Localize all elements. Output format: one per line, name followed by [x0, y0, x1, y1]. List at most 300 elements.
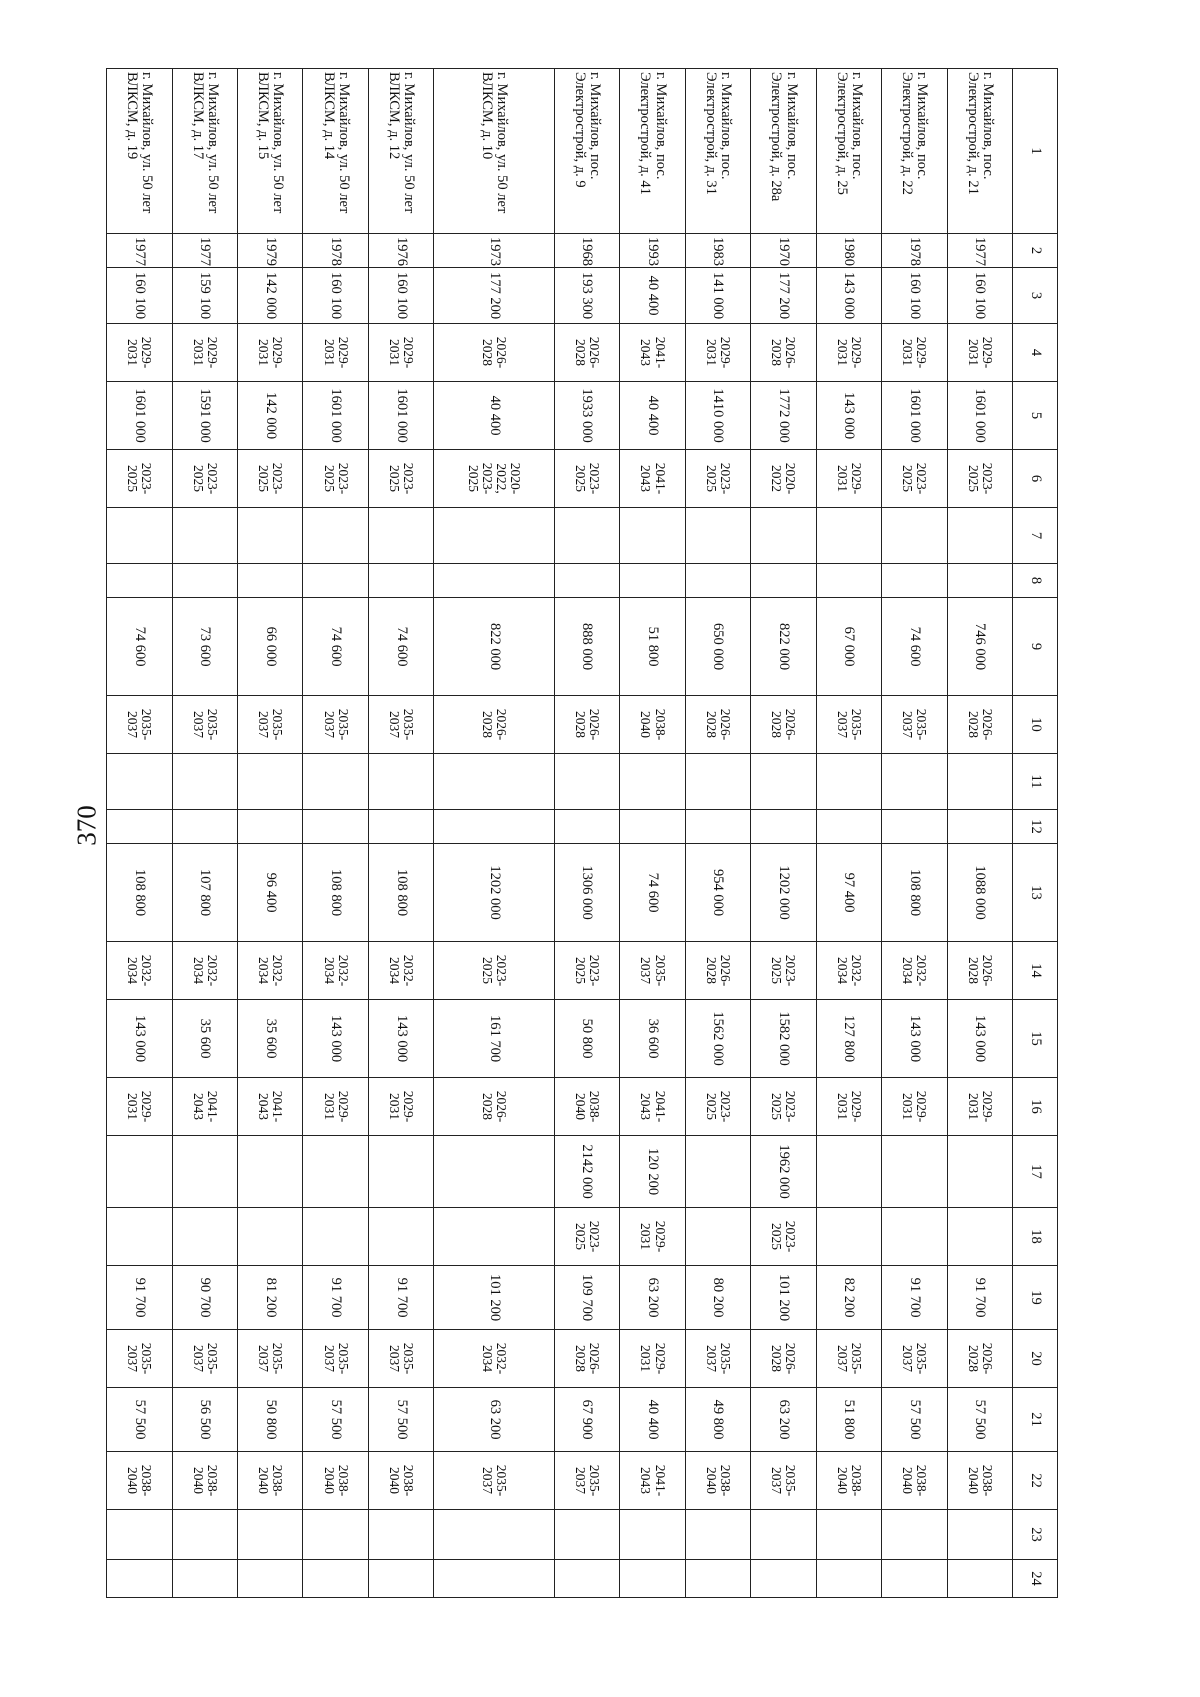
table-cell	[303, 1560, 368, 1598]
table-cell	[107, 1136, 173, 1208]
table-cell: 822 000	[434, 598, 554, 696]
table-cell	[620, 810, 685, 844]
table-cell: 67 000	[816, 598, 881, 696]
address-cell: г. Михайлов, пос. Электрострой, д. 41	[620, 69, 685, 234]
table-cell: 1977	[947, 234, 1012, 268]
table-cell: 1410 000	[685, 382, 750, 450]
table-cell: 1993	[620, 234, 685, 268]
table-cell	[751, 564, 816, 598]
table-row	[882, 69, 947, 1598]
table-row	[172, 69, 237, 1598]
table-cell: 2038-2040	[685, 1452, 750, 1510]
table-cell: 2026-2028	[751, 696, 816, 754]
table-cell	[107, 564, 173, 598]
table-cell: 2032-2034	[172, 942, 237, 1000]
table-row	[947, 69, 1012, 1598]
table-cell: 193 300	[554, 268, 619, 324]
table-row	[434, 69, 554, 1598]
column-header: 14	[1013, 942, 1058, 1000]
table-cell	[238, 1208, 303, 1266]
table-cell	[434, 1560, 554, 1598]
table-cell: 2038-2040	[947, 1452, 1012, 1510]
table-cell	[947, 1208, 1012, 1266]
table-cell: 160 100	[947, 268, 1012, 324]
table-cell	[434, 810, 554, 844]
table-body	[107, 69, 1013, 1598]
table-cell: 1976	[368, 234, 433, 268]
table-cell: 2038-2040	[882, 1452, 947, 1510]
table-cell: 91 700	[303, 1266, 368, 1330]
table-cell: 1582 000	[751, 1000, 816, 1078]
table-cell: 90 700	[172, 1266, 237, 1330]
table-cell: 2038-2040	[620, 696, 685, 754]
table-cell	[107, 1208, 173, 1266]
table-cell	[751, 508, 816, 564]
table-cell: 2026-2028	[685, 696, 750, 754]
table-cell: 2035-2037	[172, 696, 237, 754]
table-cell: 2020-2022, 2023-2025	[434, 450, 554, 508]
table-cell: 2026-2028	[947, 696, 1012, 754]
column-header: 23	[1013, 1510, 1058, 1560]
table-cell	[303, 810, 368, 844]
table-cell: 2029-2031	[303, 324, 368, 382]
address-cell: г. Михайлов, ул. 50 лет ВЛКСМ, д. 15	[238, 69, 303, 234]
table-cell	[882, 564, 947, 598]
table-cell	[238, 1136, 303, 1208]
table-cell: 80 200	[685, 1266, 750, 1330]
table-cell: 1933 000	[554, 382, 619, 450]
table-cell: 1601 000	[882, 382, 947, 450]
table-cell: 50 800	[238, 1388, 303, 1452]
table-cell: 2029-2031	[947, 1078, 1012, 1136]
table-cell	[434, 1510, 554, 1560]
table-cell	[816, 810, 881, 844]
table-cell: 141 000	[685, 268, 750, 324]
table-cell	[434, 754, 554, 810]
table-cell	[172, 1510, 237, 1560]
table-cell	[947, 810, 1012, 844]
table-cell: 2029-2031	[685, 324, 750, 382]
table-cell: 2026-2028	[434, 324, 554, 382]
table-cell: 2023-2025	[554, 450, 619, 508]
table-cell	[303, 564, 368, 598]
table-cell: 109 700	[554, 1266, 619, 1330]
table-cell: 2035-2037	[685, 1330, 750, 1388]
table-cell: 1980	[816, 234, 881, 268]
table-cell: 1601 000	[107, 382, 173, 450]
table-cell: 2026-2028	[554, 1330, 619, 1388]
table-cell	[882, 754, 947, 810]
table-cell: 1973	[434, 234, 554, 268]
table-cell: 746 000	[947, 598, 1012, 696]
table-cell: 1306 000	[554, 844, 619, 942]
table-cell	[816, 508, 881, 564]
table-cell	[751, 754, 816, 810]
table-row	[238, 69, 303, 1598]
table-cell: 2029-2031	[882, 1078, 947, 1136]
table-cell: 2026-2028	[554, 324, 619, 382]
table-cell: 2035-2037	[816, 1330, 881, 1388]
table-cell: 2023-2025	[751, 1208, 816, 1266]
table-cell: 1088 000	[947, 844, 1012, 942]
table-cell: 142 000	[238, 268, 303, 324]
column-header: 22	[1013, 1452, 1058, 1510]
table-row	[620, 69, 685, 1598]
table-cell	[620, 1510, 685, 1560]
table-cell: 2026-2028	[751, 324, 816, 382]
table-cell	[947, 1560, 1012, 1598]
table-cell: 2023-2025	[947, 450, 1012, 508]
table-cell	[620, 754, 685, 810]
table-cell: 1970	[751, 234, 816, 268]
table-cell: 120 200	[620, 1136, 685, 1208]
table-cell: 1962 000	[751, 1136, 816, 1208]
table-cell: 2023-2025	[303, 450, 368, 508]
table-cell: 2023-2025	[107, 450, 173, 508]
table-cell	[947, 564, 1012, 598]
table-cell: 2041-2043	[620, 450, 685, 508]
table-cell: 1977	[107, 234, 173, 268]
table-cell: 57 500	[368, 1388, 433, 1452]
table-cell: 2023-2025	[172, 450, 237, 508]
column-header: 9	[1013, 598, 1058, 696]
table-cell: 2020-2022	[751, 450, 816, 508]
table-cell: 2035-2037	[238, 1330, 303, 1388]
table-cell	[303, 1510, 368, 1560]
table-cell: 101 200	[751, 1266, 816, 1330]
table-cell	[434, 564, 554, 598]
address-cell: г. Михайлов, пос. Электрострой, д. 31	[685, 69, 750, 234]
table-cell: 1983	[685, 234, 750, 268]
table-cell: 2023-2025	[554, 1208, 619, 1266]
table-cell: 2023-2025	[434, 942, 554, 1000]
table-cell	[368, 810, 433, 844]
table-cell: 177 200	[434, 268, 554, 324]
table-cell: 160 100	[882, 268, 947, 324]
table-cell: 2029-2031	[947, 324, 1012, 382]
address-cell: г. Михайлов, ул. 50 лет ВЛКСМ, д. 10	[434, 69, 554, 234]
column-header: 5	[1013, 382, 1058, 450]
table-cell: 1772 000	[751, 382, 816, 450]
table-cell	[434, 1208, 554, 1266]
column-header: 15	[1013, 1000, 1058, 1078]
table-cell: 2026-2028	[947, 1330, 1012, 1388]
table-cell: 49 800	[685, 1388, 750, 1452]
table-cell: 57 500	[107, 1388, 173, 1452]
table-cell	[685, 508, 750, 564]
table-cell	[107, 508, 173, 564]
table-cell: 81 200	[238, 1266, 303, 1330]
table-cell	[751, 810, 816, 844]
table-cell: 2035-2037	[882, 696, 947, 754]
table-cell: 91 700	[368, 1266, 433, 1330]
table-cell: 888 000	[554, 598, 619, 696]
table-cell	[685, 1510, 750, 1560]
table-cell: 97 400	[816, 844, 881, 942]
table-cell	[368, 564, 433, 598]
table-cell	[238, 1510, 303, 1560]
table-cell: 1978	[303, 234, 368, 268]
column-header: 1	[1013, 69, 1058, 234]
table-cell	[238, 754, 303, 810]
table-cell: 2035-2037	[303, 1330, 368, 1388]
table-cell	[238, 508, 303, 564]
table-cell	[685, 564, 750, 598]
table-cell: 2032-2034	[368, 942, 433, 1000]
address-cell: г. Михайлов, ул. 50 лет ВЛКСМ, д. 19	[107, 69, 173, 234]
table-cell: 1202 000	[751, 844, 816, 942]
table-cell: 91 700	[107, 1266, 173, 1330]
table-cell: 40 400	[620, 1388, 685, 1452]
address-cell: г. Михайлов, пос. Электрострой, д. 25	[816, 69, 881, 234]
table-cell: 1968	[554, 234, 619, 268]
table-cell: 159 100	[172, 268, 237, 324]
table-cell: 2029-2031	[107, 324, 173, 382]
table-cell: 2041-2043	[172, 1078, 237, 1136]
table-row	[303, 69, 368, 1598]
table-cell: 2035-2037	[238, 696, 303, 754]
table-cell: 82 200	[816, 1266, 881, 1330]
header-row	[1013, 69, 1058, 1598]
table-cell: 2032-2034	[434, 1330, 554, 1388]
table-cell: 108 800	[303, 844, 368, 942]
table-cell	[172, 564, 237, 598]
table-cell: 2038-2040	[303, 1452, 368, 1510]
table-cell: 2035-2037	[107, 696, 173, 754]
table-cell	[882, 1208, 947, 1266]
table-cell	[368, 1560, 433, 1598]
table-cell: 1562 000	[685, 1000, 750, 1078]
table-cell	[816, 1208, 881, 1266]
table-cell: 2029-2031	[816, 1078, 881, 1136]
table-cell	[172, 1136, 237, 1208]
table-cell	[620, 564, 685, 598]
table-row	[751, 69, 816, 1598]
table-row	[107, 69, 173, 1598]
table-cell	[107, 1560, 173, 1598]
data-table	[106, 68, 1058, 1598]
table-cell: 2029-2031	[303, 1078, 368, 1136]
table-cell: 2038-2040	[816, 1452, 881, 1510]
table-cell	[882, 508, 947, 564]
table-cell	[434, 508, 554, 564]
table-cell: 2035-2037	[882, 1330, 947, 1388]
table-cell	[107, 1510, 173, 1560]
table-cell: 2029-2031	[816, 324, 881, 382]
table-cell: 954 000	[685, 844, 750, 942]
table-cell: 2035-2037	[368, 696, 433, 754]
table-cell	[882, 810, 947, 844]
table-cell: 2029-2031	[620, 1208, 685, 1266]
table-cell: 2032-2034	[816, 942, 881, 1000]
table-cell: 2026-2028	[947, 942, 1012, 1000]
table-cell	[685, 754, 750, 810]
table-cell: 2029-2031	[238, 324, 303, 382]
table-cell: 35 600	[238, 1000, 303, 1078]
table-cell: 127 800	[816, 1000, 881, 1078]
table-cell	[685, 1136, 750, 1208]
table-cell	[368, 508, 433, 564]
table-cell: 2038-2040	[172, 1452, 237, 1510]
table-cell	[947, 508, 1012, 564]
table-cell: 2023-2025	[882, 450, 947, 508]
table-cell	[107, 810, 173, 844]
column-header: 19	[1013, 1266, 1058, 1330]
column-header: 2	[1013, 234, 1058, 268]
table-cell: 74 600	[107, 598, 173, 696]
table-cell: 1601 000	[947, 382, 1012, 450]
table-cell: 2029-2031	[882, 324, 947, 382]
table-cell: 56 500	[172, 1388, 237, 1452]
table-cell: 160 100	[107, 268, 173, 324]
table-cell: 2023-2025	[751, 1078, 816, 1136]
table-cell: 96 400	[238, 844, 303, 942]
column-header: 10	[1013, 696, 1058, 754]
table-cell: 2023-2025	[368, 450, 433, 508]
table-cell	[816, 1510, 881, 1560]
table-cell	[554, 1560, 619, 1598]
table-cell: 2035-2037	[816, 696, 881, 754]
table-row	[816, 69, 881, 1598]
table-cell: 1202 000	[434, 844, 554, 942]
table-cell	[947, 1510, 1012, 1560]
column-header: 7	[1013, 508, 1058, 564]
table-cell: 2023-2025	[554, 942, 619, 1000]
table-cell	[816, 1136, 881, 1208]
table-cell	[554, 564, 619, 598]
table-cell	[816, 564, 881, 598]
column-header: 21	[1013, 1388, 1058, 1452]
table-cell	[368, 754, 433, 810]
table-cell: 74 600	[882, 598, 947, 696]
table-cell: 57 500	[947, 1388, 1012, 1452]
column-header: 6	[1013, 450, 1058, 508]
table-cell	[172, 810, 237, 844]
table-cell: 160 100	[368, 268, 433, 324]
table-cell: 73 600	[172, 598, 237, 696]
table-holder	[106, 68, 1058, 1586]
table-cell	[685, 810, 750, 844]
table-cell: 107 800	[172, 844, 237, 942]
table-cell: 160 100	[303, 268, 368, 324]
table-cell: 2041-2043	[238, 1078, 303, 1136]
table-cell: 108 800	[107, 844, 173, 942]
table-cell: 2038-2040	[107, 1452, 173, 1510]
table-cell: 66 000	[238, 598, 303, 696]
table-cell: 67 900	[554, 1388, 619, 1452]
table-cell	[882, 1560, 947, 1598]
table-cell: 2032-2034	[238, 942, 303, 1000]
table-cell	[238, 810, 303, 844]
column-header: 3	[1013, 268, 1058, 324]
table-cell: 2026-2028	[685, 942, 750, 1000]
table-cell: 108 800	[368, 844, 433, 942]
table-cell	[434, 1136, 554, 1208]
table-cell: 2026-2028	[554, 696, 619, 754]
table-cell: 2029-2031	[172, 324, 237, 382]
table-cell: 143 000	[816, 382, 881, 450]
table-cell: 1591 000	[172, 382, 237, 450]
table-cell: 74 600	[620, 844, 685, 942]
table-cell: 40 400	[434, 382, 554, 450]
address-cell: г. Михайлов, пос. Электрострой, д. 21	[947, 69, 1012, 234]
table-cell: 63 200	[751, 1388, 816, 1452]
table-cell	[751, 1510, 816, 1560]
table-cell: 2029-2031	[107, 1078, 173, 1136]
table-cell	[816, 1560, 881, 1598]
column-header: 13	[1013, 844, 1058, 942]
table-row	[554, 69, 619, 1598]
table-cell: 143 000	[303, 1000, 368, 1078]
table-cell	[368, 1136, 433, 1208]
table-cell	[172, 754, 237, 810]
table-cell	[882, 1510, 947, 1560]
table-cell: 2035-2037	[107, 1330, 173, 1388]
table-cell	[303, 1136, 368, 1208]
table-cell: 2041-2043	[620, 1452, 685, 1510]
table-cell: 2029-2031	[620, 1330, 685, 1388]
table-cell: 143 000	[368, 1000, 433, 1078]
table-cell: 91 700	[882, 1266, 947, 1330]
table-cell: 50 800	[554, 1000, 619, 1078]
table-cell: 2142 000	[554, 1136, 619, 1208]
column-header: 18	[1013, 1208, 1058, 1266]
table-cell: 74 600	[303, 598, 368, 696]
address-cell: г. Михайлов, ул. 50 лет ВЛКСМ, д. 12	[368, 69, 433, 234]
table-cell: 101 200	[434, 1266, 554, 1330]
table-cell: 40 400	[620, 268, 685, 324]
table-cell	[620, 508, 685, 564]
table-cell	[554, 1510, 619, 1560]
column-header: 20	[1013, 1330, 1058, 1388]
column-header: 4	[1013, 324, 1058, 382]
table-cell: 2023-2025	[751, 942, 816, 1000]
table-cell: 143 000	[947, 1000, 1012, 1078]
table-cell	[368, 1510, 433, 1560]
table-cell: 36 600	[620, 1000, 685, 1078]
table-cell	[368, 1208, 433, 1266]
table-cell: 2035-2037	[434, 1452, 554, 1510]
table-cell: 2035-2037	[554, 1452, 619, 1510]
table-cell: 2035-2037	[620, 942, 685, 1000]
table-cell	[751, 1560, 816, 1598]
table-cell: 2026-2028	[434, 1078, 554, 1136]
table-cell: 57 500	[303, 1388, 368, 1452]
column-header: 11	[1013, 754, 1058, 810]
table-cell: 2023-2025	[238, 450, 303, 508]
table-cell: 2029-2031	[816, 450, 881, 508]
table-cell	[816, 754, 881, 810]
table-cell: 51 800	[816, 1388, 881, 1452]
table-cell: 2029-2031	[368, 1078, 433, 1136]
table-cell: 2029-2031	[368, 324, 433, 382]
column-header: 8	[1013, 564, 1058, 598]
table-cell: 2023-2025	[685, 450, 750, 508]
table-cell: 57 500	[882, 1388, 947, 1452]
table-cell	[172, 508, 237, 564]
table-cell	[554, 754, 619, 810]
table-cell: 35 600	[172, 1000, 237, 1078]
table-cell: 2035-2037	[751, 1452, 816, 1510]
table-cell: 2038-2040	[368, 1452, 433, 1510]
table-cell	[172, 1560, 237, 1598]
table-row	[685, 69, 750, 1598]
column-header: 16	[1013, 1078, 1058, 1136]
table-cell: 2023-2025	[685, 1078, 750, 1136]
table-cell	[947, 1136, 1012, 1208]
table-cell: 63 200	[620, 1266, 685, 1330]
table-cell: 143 000	[882, 1000, 947, 1078]
